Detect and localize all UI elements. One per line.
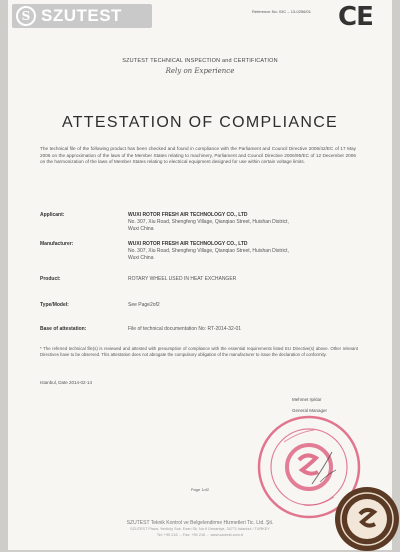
logo-mark-icon: S (16, 6, 36, 26)
certificate-page (8, 0, 392, 550)
header (8, 0, 392, 30)
signatory-name: Mehmet Işıklar (292, 397, 322, 402)
document-title: ATTESTATION OF COMPLIANCE (61, 114, 339, 131)
footer-phone: Tel: +90 216 ... Fax: +90 216 ... www.szutest.com.tr (156, 533, 244, 537)
tagline: Rely on Experience (165, 67, 235, 75)
applicant-label: Applicant: (40, 212, 65, 218)
footer-company: SZUTEST Teknik Kontrol ve Belgelendirme Hizmetleri Tic. Ltd. Şti. (126, 520, 274, 526)
organization-name: SZUTEST TECHNICAL INSPECTION and CERTIFICATION (122, 58, 278, 64)
intro-paragraph: The technical file of the following product has been checked and found in compliance with the Parliament and Council Directive 2006/42/EC of 17 May 2006 on the approximation of the laws of the Member States relating to machinery, Parliament and Council Directive 2006/95/EC of 12 December 2006 on the harmonization of the laws of Member States relating to electrical equipment designed for use within certain voltage limits. (40, 146, 356, 164)
basis-label: Base of attestation: (40, 326, 87, 332)
product-value: ROTARY WHEEL USED IN HEAT EXCHANGER (128, 276, 237, 282)
reference-number: Reference No: 03C – 13-0256/01 (252, 9, 311, 14)
manufacturer-label: Manufacturer: (40, 241, 74, 247)
footer-address: SZUTEST Plaza, Yeniköy Sok. Esen Sk. No:9 Ümraniye, 34771 İstanbul / TURKEY (130, 527, 270, 531)
type-model-value: See Page2of2 (128, 302, 160, 308)
footnote: * The referred technical file(s) is reviewed and attested with presumption of compliance with the essential requirements listed EU Directive(s) above. Other relevant Directives have to be observed. This attestation does not abrogate the compulsory obligation of the manufacturer to issue the declaration of conformity. (40, 346, 358, 357)
product-label: Product: (40, 276, 61, 282)
page-number: Page 1of2 (190, 487, 210, 492)
logo-text: SZUTEST (41, 6, 122, 25)
manufacturer-address-line2: Wuxi China (128, 255, 154, 261)
szutest-logo (12, 4, 152, 28)
basis-value: File of technical documentation No: RT-2014-32-01 (128, 326, 242, 332)
applicant-address-line1: No. 307, Xiu Road, Shengfeng Village, Qianqiao Street, Huishan District, (128, 219, 289, 225)
signatory-title: General Manager (292, 408, 328, 413)
type-model-label: Type/Model: (40, 302, 69, 308)
manufacturer-address-line1: No. 307, Xiu Road, Shengfeng Village, Qianqiao Street, Huishan District, (128, 248, 289, 254)
manufacturer-value (128, 241, 358, 262)
place-date: Istanbul, Date 2014-02-14 (40, 380, 93, 385)
applicant-value (128, 212, 358, 233)
embossed-seal-icon (334, 486, 400, 552)
ce-mark-icon: CE (338, 2, 373, 32)
manufacturer-name: WUXI ROTOR FRESH AIR TECHNOLOGY CO., LTD (128, 241, 248, 247)
applicant-address-line2: Wuxi China (128, 226, 154, 232)
applicant-name: WUXI ROTOR FRESH AIR TECHNOLOGY CO., LTD (128, 212, 248, 218)
